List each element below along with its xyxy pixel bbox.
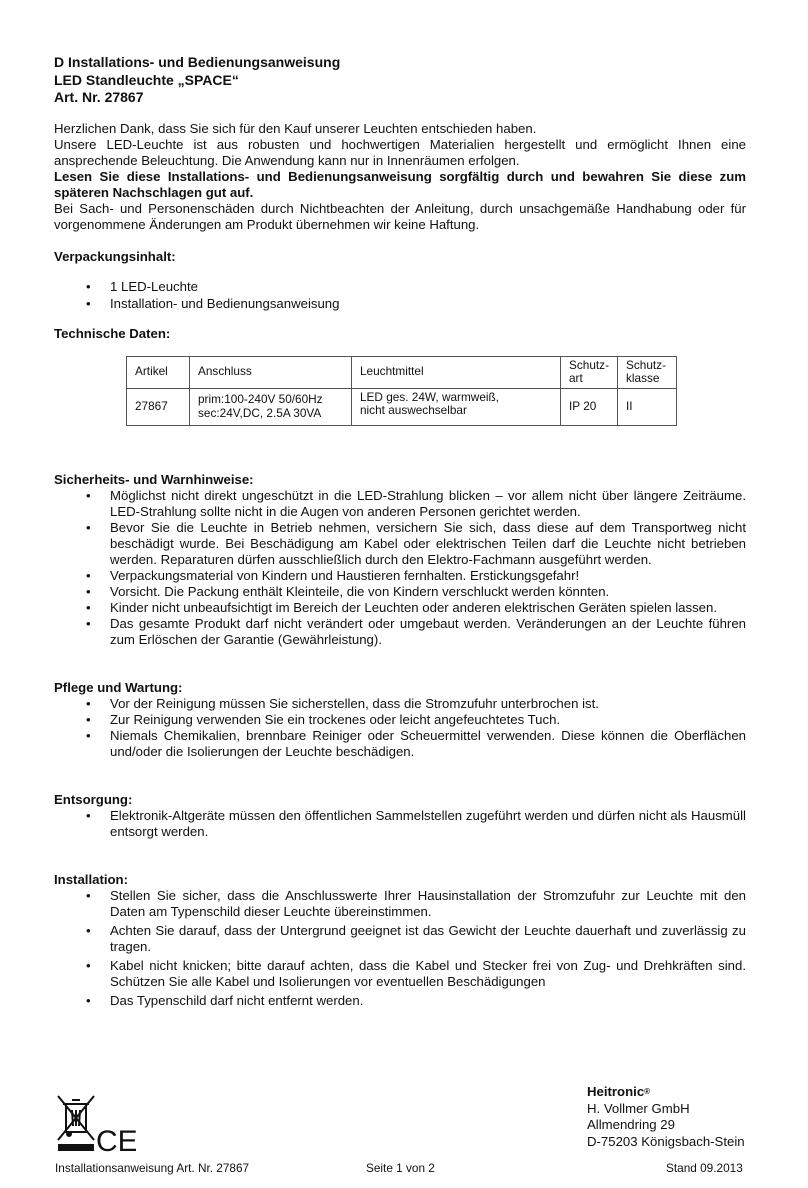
document-page (54, 54, 746, 1012)
disposal-section (54, 792, 746, 840)
list-item: • Elektronik-Altgeräte müssen den öffentlichen Sammelstellen zugeführt werden und dürfen nicht als Hausmüll entsorgt werden. (54, 808, 746, 840)
safety-heading: Sicherheits- und Warnhinweise: (54, 471, 254, 487)
disposal-list (54, 808, 746, 840)
registered-mark: ® (644, 1087, 651, 1096)
footer-left: Installationsanweisung Art. Nr. 27867 (55, 1161, 250, 1175)
cell-schutzart: IP 20 (561, 388, 618, 425)
tech-section (54, 326, 746, 426)
list-item: • Bevor Sie die Leuchte in Betrieb nehmen, versichern Sie sich, dass diese auf dem Transportweg nicht beschädigt wurde. Bei Beschädigung am Kabel oder elektrischen Teilen darf die Leuchte nicht betrieben werden. Reparaturen dürfen ausschließlich durch den Elektro-Fachmann ausgeführt werden. (54, 520, 746, 568)
document-title (54, 54, 746, 107)
certification-logos (56, 1094, 136, 1154)
anschluss-primary: prim:100-240V 50/60Hz (198, 392, 323, 406)
packaging-section (54, 249, 746, 312)
installation-section (54, 872, 746, 1009)
specs-table (126, 356, 677, 426)
footer-page-number: Seite 1 von 2 (366, 1161, 435, 1175)
list-item: • Niemals Chemikalien, brennbare Reiniger oder Scheuermittel verwenden. Diese können die Oberflächen und/oder die Isolierungen der Leuchte beschädigen. (54, 728, 746, 760)
care-list (54, 696, 746, 760)
list-item: • Kabel nicht knicken; bitte darauf achten, dass die Kabel und Stecker frei von Zug- und Drehkräften sind. Schützen Sie alle Kabel und Isolierungen vor eventuellen Beschädigungen (54, 958, 746, 990)
safety-list (54, 488, 746, 648)
company-line-3: D-75203 Königsbach-Stein (587, 1133, 745, 1149)
company-name: Heitronic® (587, 1084, 651, 1099)
leuchtmittel-line-2: nicht auswechselbar (360, 403, 467, 417)
col-schutzklasse: Schutz- klasse (618, 356, 677, 388)
list-item: • Kinder nicht unbeaufsichtigt im Bereich der Leuchten oder anderen elektrischen Geräten spielen lassen. (54, 600, 746, 616)
cell-artikel: 27867 (127, 388, 190, 425)
weee-bar (58, 1144, 94, 1151)
list-item: • Stellen Sie sicher, dass die Anschlusswerte Ihrer Hausinstallation der Stromzufuhr zur Leuchte mit den Daten am Typenschild dieser Leuchte übereinstimmen. (54, 888, 746, 920)
leuchtmittel-line-1: LED ges. 24W, warmweiß, (360, 389, 499, 404)
ce-mark: CE (96, 1125, 136, 1154)
col-schutzart: Schutz- art (561, 356, 618, 388)
crossed-out-wheelie-bin-icon (58, 1096, 94, 1140)
care-section (54, 680, 746, 760)
intro-description: Unsere LED-Leuchte ist aus robusten und hochwertigen Materialien hergestellt und ermöglicht Ihnen eine ansprechende Beleuchtung. Die Anwendung kann nur in Innenräumen erfolgen. (54, 136, 746, 168)
list-item: • Das Typenschild darf nicht entfernt werden. (54, 993, 746, 1009)
list-item: • Zur Reinigung verwenden Sie ein trockenes oder leicht angefeuchtetes Tuch. (54, 712, 746, 728)
anschluss-secondary: sec:24V,DC, 2.5A 30VA (198, 405, 322, 420)
cell-leuchtmittel (352, 388, 561, 425)
table-header-row (127, 356, 677, 388)
list-item: • Möglichst nicht direkt ungeschützt in die LED-Strahlung blicken – vor allem nicht über längere Zeiträume. LED-Strahlung sollte nicht in die Augen von anderen Personen gerichtet werden. (54, 488, 746, 520)
safety-section (54, 472, 746, 648)
installation-heading: Installation: (54, 871, 128, 887)
title-line-1: D Installations- und Bedienungsanweisung (54, 54, 341, 70)
title-line-2: LED Standleuchte „SPACE“ (54, 71, 239, 88)
intro-liability: Bei Sach- und Personenschäden durch Nichtbeachten der Anleitung, durch unsachgemäße Handhabung oder für vorgenommene Änderungen am Produkt übernehmen wir keine Haftung. (54, 200, 746, 232)
col-anschluss: Anschluss (190, 356, 352, 388)
list-item: • 1 LED-Leuchte (54, 279, 746, 295)
packaging-list (54, 279, 746, 312)
company-line-2: Allmendring 29 (587, 1117, 675, 1132)
company-line-1: H. Vollmer GmbH (587, 1100, 690, 1116)
table-row (127, 388, 677, 425)
intro-section (54, 121, 746, 233)
footer-date: Stand 09.2013 (666, 1161, 743, 1175)
cell-anschluss (190, 388, 352, 425)
list-item: • Verpackungsmaterial von Kindern und Haustieren fernhalten. Erstickungsgefahr! (54, 568, 746, 584)
list-item: • Achten Sie darauf, dass der Untergrund geeignet ist das Gewicht der Leuchte dauerhaft und zuverlässig zu tragen. (54, 923, 746, 955)
col-leuchtmittel: Leuchtmittel (352, 356, 561, 388)
cell-schutzklasse: II (618, 388, 677, 425)
list-item: • Vorsicht. Die Packung enthält Kleinteile, die von Kindern verschluckt werden könnten. (54, 584, 746, 600)
list-item: • Vor der Reinigung müssen Sie sicherstellen, dass die Stromzufuhr unterbrochen ist. (54, 696, 746, 712)
tech-heading: Technische Daten: (54, 325, 171, 341)
intro-read-notice: Lesen Sie diese Installations- und Bedienungsanweisung sorgfältig durch und bewahren Sie diese zum späteren Nachschlagen gut auf. (54, 168, 746, 200)
col-artikel: Artikel (127, 356, 190, 388)
care-heading: Pflege und Wartung: (54, 679, 183, 695)
list-item: • Installation- und Bedienungsanweisung (54, 296, 746, 312)
company-address (587, 1084, 745, 1150)
disposal-heading: Entsorgung: (54, 791, 133, 807)
title-line-3: Art. Nr. 27867 (54, 89, 144, 105)
installation-list (54, 888, 746, 1009)
list-item: • Das gesamte Produkt darf nicht verändert oder umgebaut werden. Veränderungen an der Leuchte führen zum Erlöschen der Garantie (Gewährleistung). (54, 616, 746, 648)
packaging-heading: Verpackungsinhalt: (54, 248, 176, 264)
intro-thanks: Herzlichen Dank, dass Sie sich für den Kauf unserer Leuchten entschieden haben. (54, 120, 537, 136)
weee-ce-logos (56, 1094, 136, 1154)
